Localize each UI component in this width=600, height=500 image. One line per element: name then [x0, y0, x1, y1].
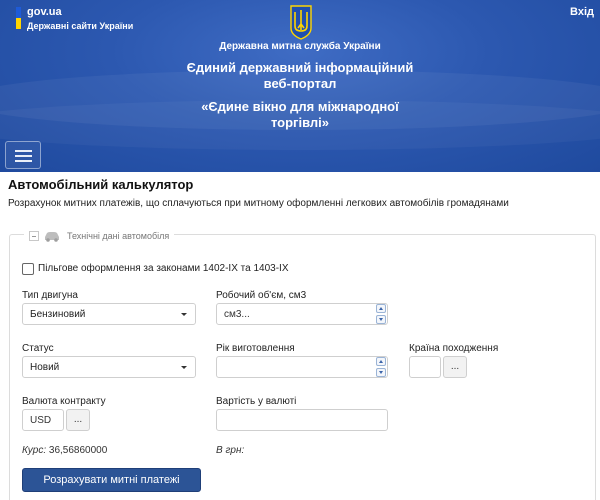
car-icon: [43, 230, 61, 242]
gov-ua-title: gov.ua: [27, 6, 62, 18]
exchange-rate-value: 36,56860000: [48, 445, 108, 456]
calculate-payments-button[interactable]: Розрахувати митні платежі: [22, 468, 201, 492]
agency-name: Державна митна служба України: [219, 41, 381, 52]
engine-type-label: Тип двигуна: [22, 290, 78, 301]
exchange-rate-label: Курс:: [22, 445, 47, 456]
increment-icon[interactable]: [376, 304, 386, 313]
status-value: Новий: [30, 362, 60, 373]
currency-input[interactable]: [22, 409, 64, 431]
year-label: Рік виготовлення: [216, 343, 295, 354]
chevron-down-icon: [181, 313, 187, 316]
hamburger-menu-button[interactable]: [5, 141, 41, 169]
decrement-icon[interactable]: [376, 368, 386, 377]
page-title: Автомобільний калькулятор: [8, 177, 194, 192]
page-subtitle: Розрахунок митних платежів, що сплачуються при митному оформленні легкових автомобілів громадянами: [8, 198, 509, 209]
preferential-clearance-checkbox[interactable]: [22, 263, 34, 275]
portal-title: Єдиний державний інформаційний веб-портал: [186, 60, 414, 91]
currency-value: USD: [30, 415, 52, 426]
increment-icon[interactable]: [376, 357, 386, 366]
engine-volume-label: Робочий об'єм, см3: [216, 290, 307, 301]
engine-type-select[interactable]: [22, 303, 196, 325]
currency-label: Валюта контракту: [22, 396, 106, 407]
engine-volume-spinner[interactable]: [376, 304, 386, 324]
year-input[interactable]: [216, 356, 388, 378]
trident-coat-of-arms-icon: [288, 4, 314, 40]
country-input[interactable]: [409, 356, 441, 378]
cost-input[interactable]: [216, 409, 388, 431]
fieldset-legend-label: Технічні дані автомобіля: [67, 231, 170, 241]
year-spinner[interactable]: [376, 357, 386, 377]
engine-volume-input[interactable]: [216, 303, 388, 325]
gov-ua-subtitle: Державні сайти України: [27, 21, 134, 31]
ukraine-flag-icon: [16, 7, 21, 29]
status-select[interactable]: [22, 356, 196, 378]
collapse-icon[interactable]: [29, 231, 39, 241]
country-picker-button[interactable]: ...: [443, 356, 467, 378]
cost-label: Вартість у валюті: [216, 396, 297, 407]
engine-volume-placeholder: см3...: [224, 309, 250, 320]
engine-type-value: Бензиновий: [30, 309, 86, 320]
decrement-icon[interactable]: [376, 315, 386, 324]
portal-subtitle: «Єдине вікно для міжнародної торгівлі»: [201, 99, 399, 130]
status-label: Статус: [22, 343, 54, 354]
fieldset-legend: [24, 229, 174, 243]
preferential-clearance-label: Пільгове оформлення за законами 1402-IX та 1403-IX: [38, 263, 289, 274]
gov-ua-link[interactable]: [16, 6, 133, 32]
site-header: [0, 0, 600, 172]
currency-picker-button[interactable]: ...: [66, 409, 90, 431]
login-link[interactable]: Вхід: [570, 6, 594, 18]
uah-amount-label: В грн:: [216, 445, 245, 456]
country-label: Країна походження: [409, 343, 499, 354]
chevron-down-icon: [181, 366, 187, 369]
exchange-rate: [22, 445, 107, 456]
